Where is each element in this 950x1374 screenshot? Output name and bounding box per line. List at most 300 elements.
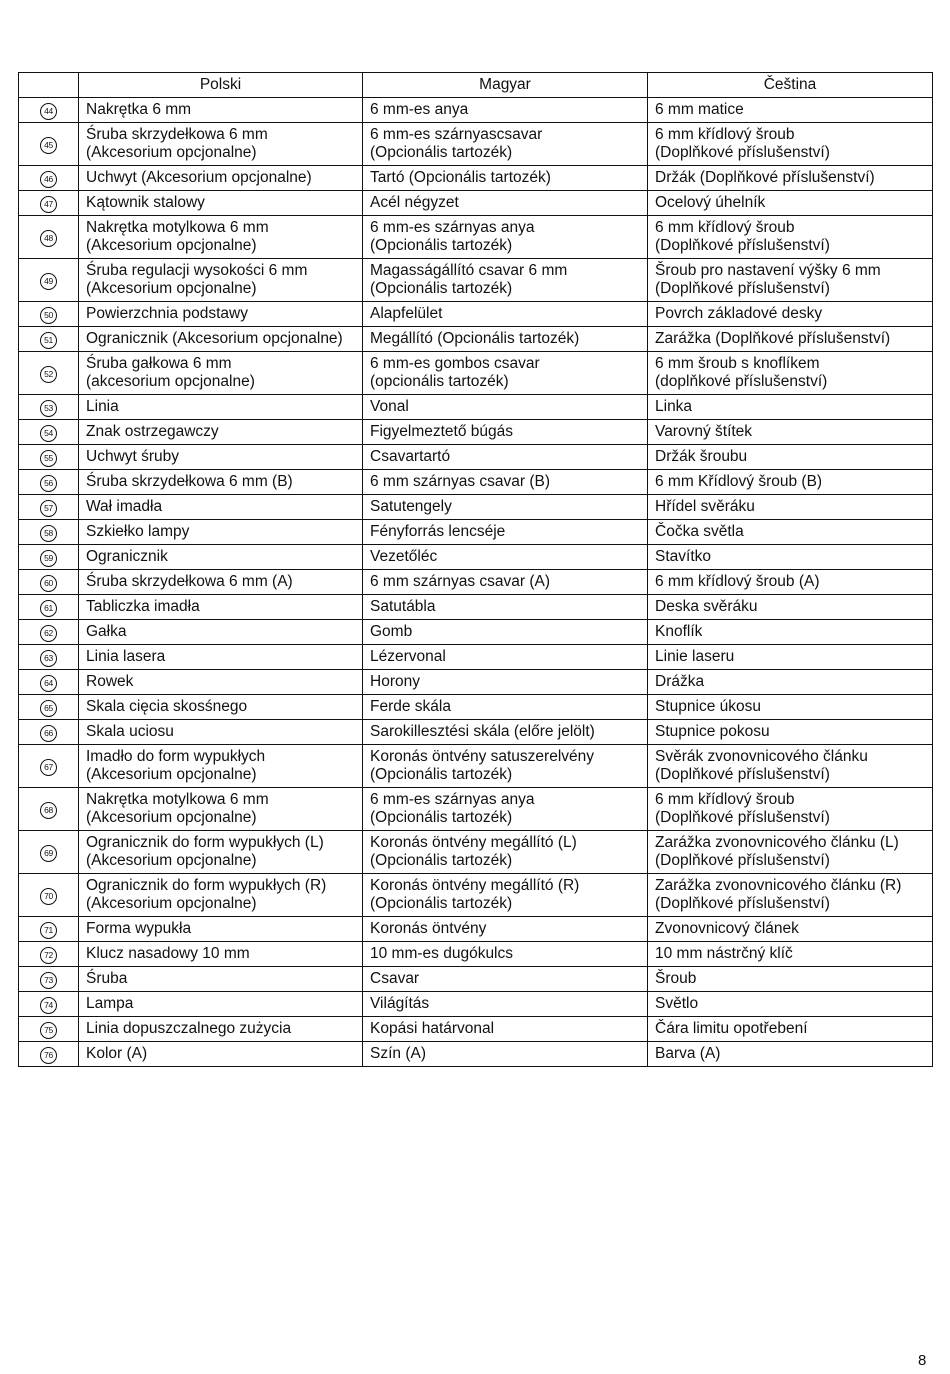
item-number: 72 — [40, 947, 57, 964]
cell-polski — [79, 620, 363, 645]
cell-cestina — [648, 216, 933, 259]
cell-line: (Doplňkové příslušenství) — [655, 809, 830, 826]
table-row — [19, 445, 933, 470]
cell-polski — [79, 352, 363, 395]
cell-cestina — [648, 259, 933, 302]
item-number: 52 — [40, 366, 57, 383]
cell-line: Stupnice úkosu — [655, 698, 761, 715]
item-number: 50 — [40, 307, 57, 324]
item-number: 56 — [40, 475, 57, 492]
cell-line: (Doplňkové příslušenství) — [655, 280, 830, 297]
cell-cestina — [648, 495, 933, 520]
header-cestina: Čeština — [648, 73, 933, 98]
cell-line: Uchwyt (Akcesorium opcjonalne) — [86, 169, 312, 186]
item-number: 63 — [40, 650, 57, 667]
cell-line: Horony — [370, 673, 420, 690]
cell-cestina — [648, 745, 933, 788]
cell-line: Satutengely — [370, 498, 452, 515]
cell-line: (Doplňkové příslušenství) — [655, 895, 830, 912]
cell-magyar — [363, 395, 648, 420]
item-number-cell — [19, 645, 79, 670]
cell-line: Linia — [86, 398, 119, 415]
cell-line: Linka — [655, 398, 693, 415]
cell-line: Ogranicznik do form wypukłych (R) — [86, 877, 327, 894]
cell-line: Sarokillesztési skála (előre jelölt) — [370, 723, 595, 740]
cell-line: Rowek — [86, 673, 134, 690]
cell-line: Gałka — [86, 623, 127, 640]
cell-line: Varovný štítek — [655, 423, 753, 440]
cell-line: Čočka světla — [655, 523, 744, 540]
cell-magyar — [363, 720, 648, 745]
item-number-cell — [19, 395, 79, 420]
item-number: 68 — [40, 802, 57, 819]
item-number: 55 — [40, 450, 57, 467]
table-row — [19, 620, 933, 645]
cell-magyar — [363, 352, 648, 395]
cell-magyar — [363, 123, 648, 166]
cell-magyar — [363, 495, 648, 520]
cell-line: Ogranicznik do form wypukłych (L) — [86, 834, 324, 851]
page-number: 8 — [918, 1352, 927, 1369]
cell-line: Satutábla — [370, 598, 436, 615]
cell-line: Vezetőléc — [370, 548, 438, 565]
cell-line: 6 mm Křídlový šroub (B) — [655, 473, 823, 490]
cell-line: Śruba regulacji wysokości 6 mm — [86, 262, 308, 279]
cell-polski — [79, 470, 363, 495]
table-row — [19, 302, 933, 327]
cell-magyar — [363, 620, 648, 645]
cell-magyar — [363, 98, 648, 123]
cell-magyar — [363, 992, 648, 1017]
item-number: 48 — [40, 230, 57, 247]
cell-magyar — [363, 670, 648, 695]
cell-line: Acél négyzet — [370, 194, 459, 211]
cell-polski — [79, 327, 363, 352]
cell-line: Szkiełko lampy — [86, 523, 190, 540]
cell-line: Tabliczka imadła — [86, 598, 200, 615]
table-row — [19, 720, 933, 745]
cell-magyar — [363, 1042, 648, 1067]
cell-polski — [79, 166, 363, 191]
cell-cestina — [648, 570, 933, 595]
cell-line: Śruba skrzydełkowa 6 mm (A) — [86, 573, 293, 590]
cell-line: Čára limitu opotřebení — [655, 1020, 808, 1037]
item-number-cell — [19, 1042, 79, 1067]
cell-polski — [79, 670, 363, 695]
table-row — [19, 1042, 933, 1067]
item-number: 60 — [40, 575, 57, 592]
cell-magyar — [363, 645, 648, 670]
cell-line: Šroub — [655, 970, 697, 987]
cell-line: Skala cięcia skosśnego — [86, 698, 248, 715]
cell-line: 6 mm křídlový šroub — [655, 219, 795, 236]
cell-line: 6 mm křídlový šroub — [655, 791, 795, 808]
cell-line: Lampa — [86, 995, 134, 1012]
cell-line: (Doplňkové příslušenství) — [655, 144, 830, 161]
item-number: 61 — [40, 600, 57, 617]
table-row — [19, 327, 933, 352]
cell-cestina — [648, 670, 933, 695]
cell-polski — [79, 445, 363, 470]
cell-line: Koronás öntvény megállító (R) — [370, 877, 580, 894]
cell-cestina — [648, 1042, 933, 1067]
cell-cestina — [648, 520, 933, 545]
cell-line: Zvonovnicový článek — [655, 920, 799, 937]
cell-line: Tartó (Opcionális tartozék) — [370, 169, 551, 186]
item-number-cell — [19, 352, 79, 395]
item-number-cell — [19, 745, 79, 788]
cell-polski — [79, 695, 363, 720]
cell-magyar — [363, 570, 648, 595]
cell-line: Linie laseru — [655, 648, 735, 665]
cell-polski — [79, 495, 363, 520]
item-number: 47 — [40, 196, 57, 213]
cell-polski — [79, 259, 363, 302]
cell-line: Gomb — [370, 623, 413, 640]
table-row — [19, 98, 933, 123]
item-number-cell — [19, 570, 79, 595]
cell-cestina — [648, 595, 933, 620]
cell-cestina — [648, 967, 933, 992]
cell-magyar — [363, 166, 648, 191]
cell-line: Ferde skála — [370, 698, 451, 715]
cell-line: (Doplňkové příslušenství) — [655, 852, 830, 869]
cell-polski — [79, 874, 363, 917]
item-number-cell — [19, 874, 79, 917]
cell-line: 10 mm nástrčný klíč — [655, 945, 793, 962]
table-row — [19, 695, 933, 720]
cell-magyar — [363, 917, 648, 942]
cell-line: Világítás — [370, 995, 430, 1012]
table-row — [19, 191, 933, 216]
cell-magyar — [363, 1017, 648, 1042]
cell-cestina — [648, 831, 933, 874]
item-number-cell — [19, 917, 79, 942]
cell-cestina — [648, 395, 933, 420]
table-row — [19, 942, 933, 967]
cell-polski — [79, 831, 363, 874]
cell-line: (Akcesorium opcjonalne) — [86, 895, 257, 912]
cell-line: (Doplňkové příslušenství) — [655, 237, 830, 254]
cell-line: Povrch základové desky — [655, 305, 823, 322]
table-row — [19, 917, 933, 942]
item-number: 62 — [40, 625, 57, 642]
item-number-cell — [19, 259, 79, 302]
item-number: 69 — [40, 845, 57, 862]
item-number: 67 — [40, 759, 57, 776]
cell-line: (Akcesorium opcjonalne) — [86, 809, 257, 826]
cell-cestina — [648, 302, 933, 327]
item-number-cell — [19, 545, 79, 570]
cell-line: Deska svěráku — [655, 598, 758, 615]
cell-line: Wał imadła — [86, 498, 163, 515]
cell-line: Držák (Doplňkové příslušenství) — [655, 169, 875, 186]
table-row — [19, 545, 933, 570]
cell-cestina — [648, 917, 933, 942]
item-number-cell — [19, 620, 79, 645]
cell-line: 6 mm szárnyas csavar (B) — [370, 473, 551, 490]
item-number-cell — [19, 595, 79, 620]
cell-cestina — [648, 695, 933, 720]
item-number: 76 — [40, 1047, 57, 1064]
item-number-cell — [19, 327, 79, 352]
item-number-cell — [19, 788, 79, 831]
header-num — [19, 73, 79, 98]
item-number: 73 — [40, 972, 57, 989]
cell-line: Svěrák zvonovnicového článku — [655, 748, 868, 765]
cell-cestina — [648, 545, 933, 570]
item-number: 53 — [40, 400, 57, 417]
item-number: 64 — [40, 675, 57, 692]
item-number: 59 — [40, 550, 57, 567]
cell-line: Nakrętka 6 mm — [86, 101, 192, 118]
cell-line: Alapfelület — [370, 305, 443, 322]
cell-line: Světlo — [655, 995, 699, 1012]
cell-polski — [79, 545, 363, 570]
cell-line: Držák šroubu — [655, 448, 748, 465]
cell-line: 10 mm-es dugókulcs — [370, 945, 514, 962]
item-number-cell — [19, 302, 79, 327]
item-number-cell — [19, 445, 79, 470]
cell-cestina — [648, 166, 933, 191]
cell-line: Śruba — [86, 970, 128, 987]
cell-line: Znak ostrzegawczy — [86, 423, 219, 440]
table-row — [19, 395, 933, 420]
cell-cestina — [648, 645, 933, 670]
parts-table — [18, 72, 933, 1067]
cell-line: Knoflík — [655, 623, 703, 640]
cell-line: Linia dopuszczalnego zużycia — [86, 1020, 292, 1037]
cell-cestina — [648, 874, 933, 917]
item-number: 45 — [40, 137, 57, 154]
cell-line: (opcionális tartozék) — [370, 373, 509, 390]
cell-polski — [79, 1017, 363, 1042]
cell-line: (Opcionális tartozék) — [370, 895, 513, 912]
cell-line: 6 mm szárnyas csavar (A) — [370, 573, 551, 590]
table-row — [19, 874, 933, 917]
cell-cestina — [648, 191, 933, 216]
cell-line: (Opcionális tartozék) — [370, 766, 513, 783]
table-row — [19, 420, 933, 445]
item-number: 75 — [40, 1022, 57, 1039]
item-number: 49 — [40, 273, 57, 290]
cell-line: (Akcesorium opcjonalne) — [86, 766, 257, 783]
cell-line: Hřídel svěráku — [655, 498, 755, 515]
header-polski: Polski — [79, 73, 363, 98]
cell-polski — [79, 720, 363, 745]
cell-line: Koronás öntvény megállító (L) — [370, 834, 577, 851]
cell-polski — [79, 520, 363, 545]
cell-line: (Doplňkové příslušenství) — [655, 766, 830, 783]
cell-line: Stavítko — [655, 548, 711, 565]
cell-line: Uchwyt śruby — [86, 448, 180, 465]
cell-line: Barva (A) — [655, 1045, 721, 1062]
cell-line: Nakrętka motylkowa 6 mm — [86, 791, 269, 808]
cell-polski — [79, 570, 363, 595]
table-row — [19, 595, 933, 620]
header-row — [19, 73, 933, 98]
item-number-cell — [19, 470, 79, 495]
cell-polski — [79, 420, 363, 445]
cell-line: (Opcionális tartozék) — [370, 852, 513, 869]
cell-cestina — [648, 470, 933, 495]
cell-line: Śruba gałkowa 6 mm — [86, 355, 232, 372]
cell-line: Śruba skrzydełkowa 6 mm — [86, 126, 268, 143]
cell-line: Ogranicznik (Akcesorium opcjonalne) — [86, 330, 343, 347]
cell-line: Szín (A) — [370, 1045, 426, 1062]
cell-cestina — [648, 445, 933, 470]
cell-line: Śruba skrzydełkowa 6 mm (B) — [86, 473, 293, 490]
item-number-cell — [19, 1017, 79, 1042]
cell-line: Fényforrás lencséje — [370, 523, 506, 540]
cell-line: 6 mm křídlový šroub — [655, 126, 795, 143]
cell-magyar — [363, 327, 648, 352]
cell-line: Megállító (Opcionális tartozék) — [370, 330, 580, 347]
cell-polski — [79, 788, 363, 831]
cell-line: Zarážka (Doplňkové příslušenství) — [655, 330, 891, 347]
table-row — [19, 123, 933, 166]
cell-magyar — [363, 595, 648, 620]
cell-magyar — [363, 302, 648, 327]
cell-line: Imadło do form wypukłych — [86, 748, 266, 765]
cell-line: Forma wypukła — [86, 920, 192, 937]
cell-line: 6 mm-es szárnyas anya — [370, 219, 535, 236]
table-row — [19, 745, 933, 788]
item-number: 58 — [40, 525, 57, 542]
cell-cestina — [648, 1017, 933, 1042]
item-number: 54 — [40, 425, 57, 442]
cell-magyar — [363, 831, 648, 874]
cell-magyar — [363, 942, 648, 967]
cell-line: 6 mm křídlový šroub (A) — [655, 573, 820, 590]
cell-cestina — [648, 123, 933, 166]
item-number-cell — [19, 942, 79, 967]
cell-line: (Akcesorium opcjonalne) — [86, 852, 257, 869]
item-number-cell — [19, 420, 79, 445]
item-number-cell — [19, 695, 79, 720]
cell-magyar — [363, 259, 648, 302]
cell-magyar — [363, 788, 648, 831]
item-number-cell — [19, 967, 79, 992]
item-number: 44 — [40, 103, 57, 120]
cell-magyar — [363, 745, 648, 788]
cell-polski — [79, 595, 363, 620]
cell-line: (doplňkové příslušenství) — [655, 373, 828, 390]
cell-polski — [79, 745, 363, 788]
cell-line: (Opcionális tartozék) — [370, 237, 513, 254]
table-row — [19, 831, 933, 874]
cell-cestina — [648, 992, 933, 1017]
cell-polski — [79, 917, 363, 942]
cell-line: (Akcesorium opcjonalne) — [86, 144, 257, 161]
cell-polski — [79, 942, 363, 967]
cell-line: Ocelový úhelník — [655, 194, 766, 211]
cell-line: Kolor (A) — [86, 1045, 148, 1062]
cell-line: (akcesorium opcjonalne) — [86, 373, 255, 390]
cell-cestina — [648, 352, 933, 395]
cell-magyar — [363, 470, 648, 495]
table-row — [19, 788, 933, 831]
cell-cestina — [648, 942, 933, 967]
cell-line: Ogranicznik — [86, 548, 168, 565]
item-number-cell — [19, 831, 79, 874]
cell-line: Nakrętka motylkowa 6 mm — [86, 219, 269, 236]
cell-line: Klucz nasadowy 10 mm — [86, 945, 250, 962]
cell-polski — [79, 395, 363, 420]
cell-line: Figyelmeztető búgás — [370, 423, 514, 440]
cell-magyar — [363, 545, 648, 570]
cell-line: Koronás öntvény satuszerelvény — [370, 748, 595, 765]
cell-magyar — [363, 967, 648, 992]
cell-magyar — [363, 420, 648, 445]
cell-line: Csavartartó — [370, 448, 451, 465]
cell-line: Šroub pro nastavení výšky 6 mm — [655, 262, 881, 279]
item-number: 71 — [40, 922, 57, 939]
table-row — [19, 670, 933, 695]
item-number-cell — [19, 98, 79, 123]
cell-polski — [79, 992, 363, 1017]
cell-line: 6 mm šroub s knoflíkem — [655, 355, 820, 372]
cell-polski — [79, 1042, 363, 1067]
table-row — [19, 967, 933, 992]
item-number-cell — [19, 520, 79, 545]
cell-polski — [79, 216, 363, 259]
table-row — [19, 992, 933, 1017]
cell-cestina — [648, 620, 933, 645]
table-row — [19, 1017, 933, 1042]
cell-line: (Opcionális tartozék) — [370, 144, 513, 161]
cell-line: 6 mm-es szárnyas anya — [370, 791, 535, 808]
cell-magyar — [363, 695, 648, 720]
cell-line: Kopási határvonal — [370, 1020, 495, 1037]
item-number: 46 — [40, 171, 57, 188]
cell-line: 6 mm-es szárnyascsavar — [370, 126, 543, 143]
table-row — [19, 495, 933, 520]
item-number: 66 — [40, 725, 57, 742]
cell-line: (Opcionális tartozék) — [370, 280, 513, 297]
cell-line: Magasságállító csavar 6 mm — [370, 262, 568, 279]
item-number: 65 — [40, 700, 57, 717]
cell-line: 6 mm-es gombos csavar — [370, 355, 540, 372]
cell-polski — [79, 645, 363, 670]
cell-line: (Akcesorium opcjonalne) — [86, 237, 257, 254]
item-number-cell — [19, 670, 79, 695]
item-number: 51 — [40, 332, 57, 349]
cell-line: Csavar — [370, 970, 420, 987]
item-number-cell — [19, 720, 79, 745]
cell-magyar — [363, 216, 648, 259]
cell-line: Drážka — [655, 673, 705, 690]
table-row — [19, 352, 933, 395]
table-row — [19, 259, 933, 302]
cell-line: Zarážka zvonovnicového článku (L) — [655, 834, 899, 851]
cell-polski — [79, 302, 363, 327]
cell-line: (Opcionális tartozék) — [370, 809, 513, 826]
item-number-cell — [19, 123, 79, 166]
cell-cestina — [648, 720, 933, 745]
cell-polski — [79, 98, 363, 123]
cell-cestina — [648, 98, 933, 123]
cell-cestina — [648, 327, 933, 352]
item-number: 70 — [40, 888, 57, 905]
cell-magyar — [363, 191, 648, 216]
table-row — [19, 645, 933, 670]
item-number-cell — [19, 992, 79, 1017]
cell-line: Kątownik stalowy — [86, 194, 205, 211]
table-row — [19, 470, 933, 495]
cell-line: Linia lasera — [86, 648, 166, 665]
item-number: 57 — [40, 500, 57, 517]
